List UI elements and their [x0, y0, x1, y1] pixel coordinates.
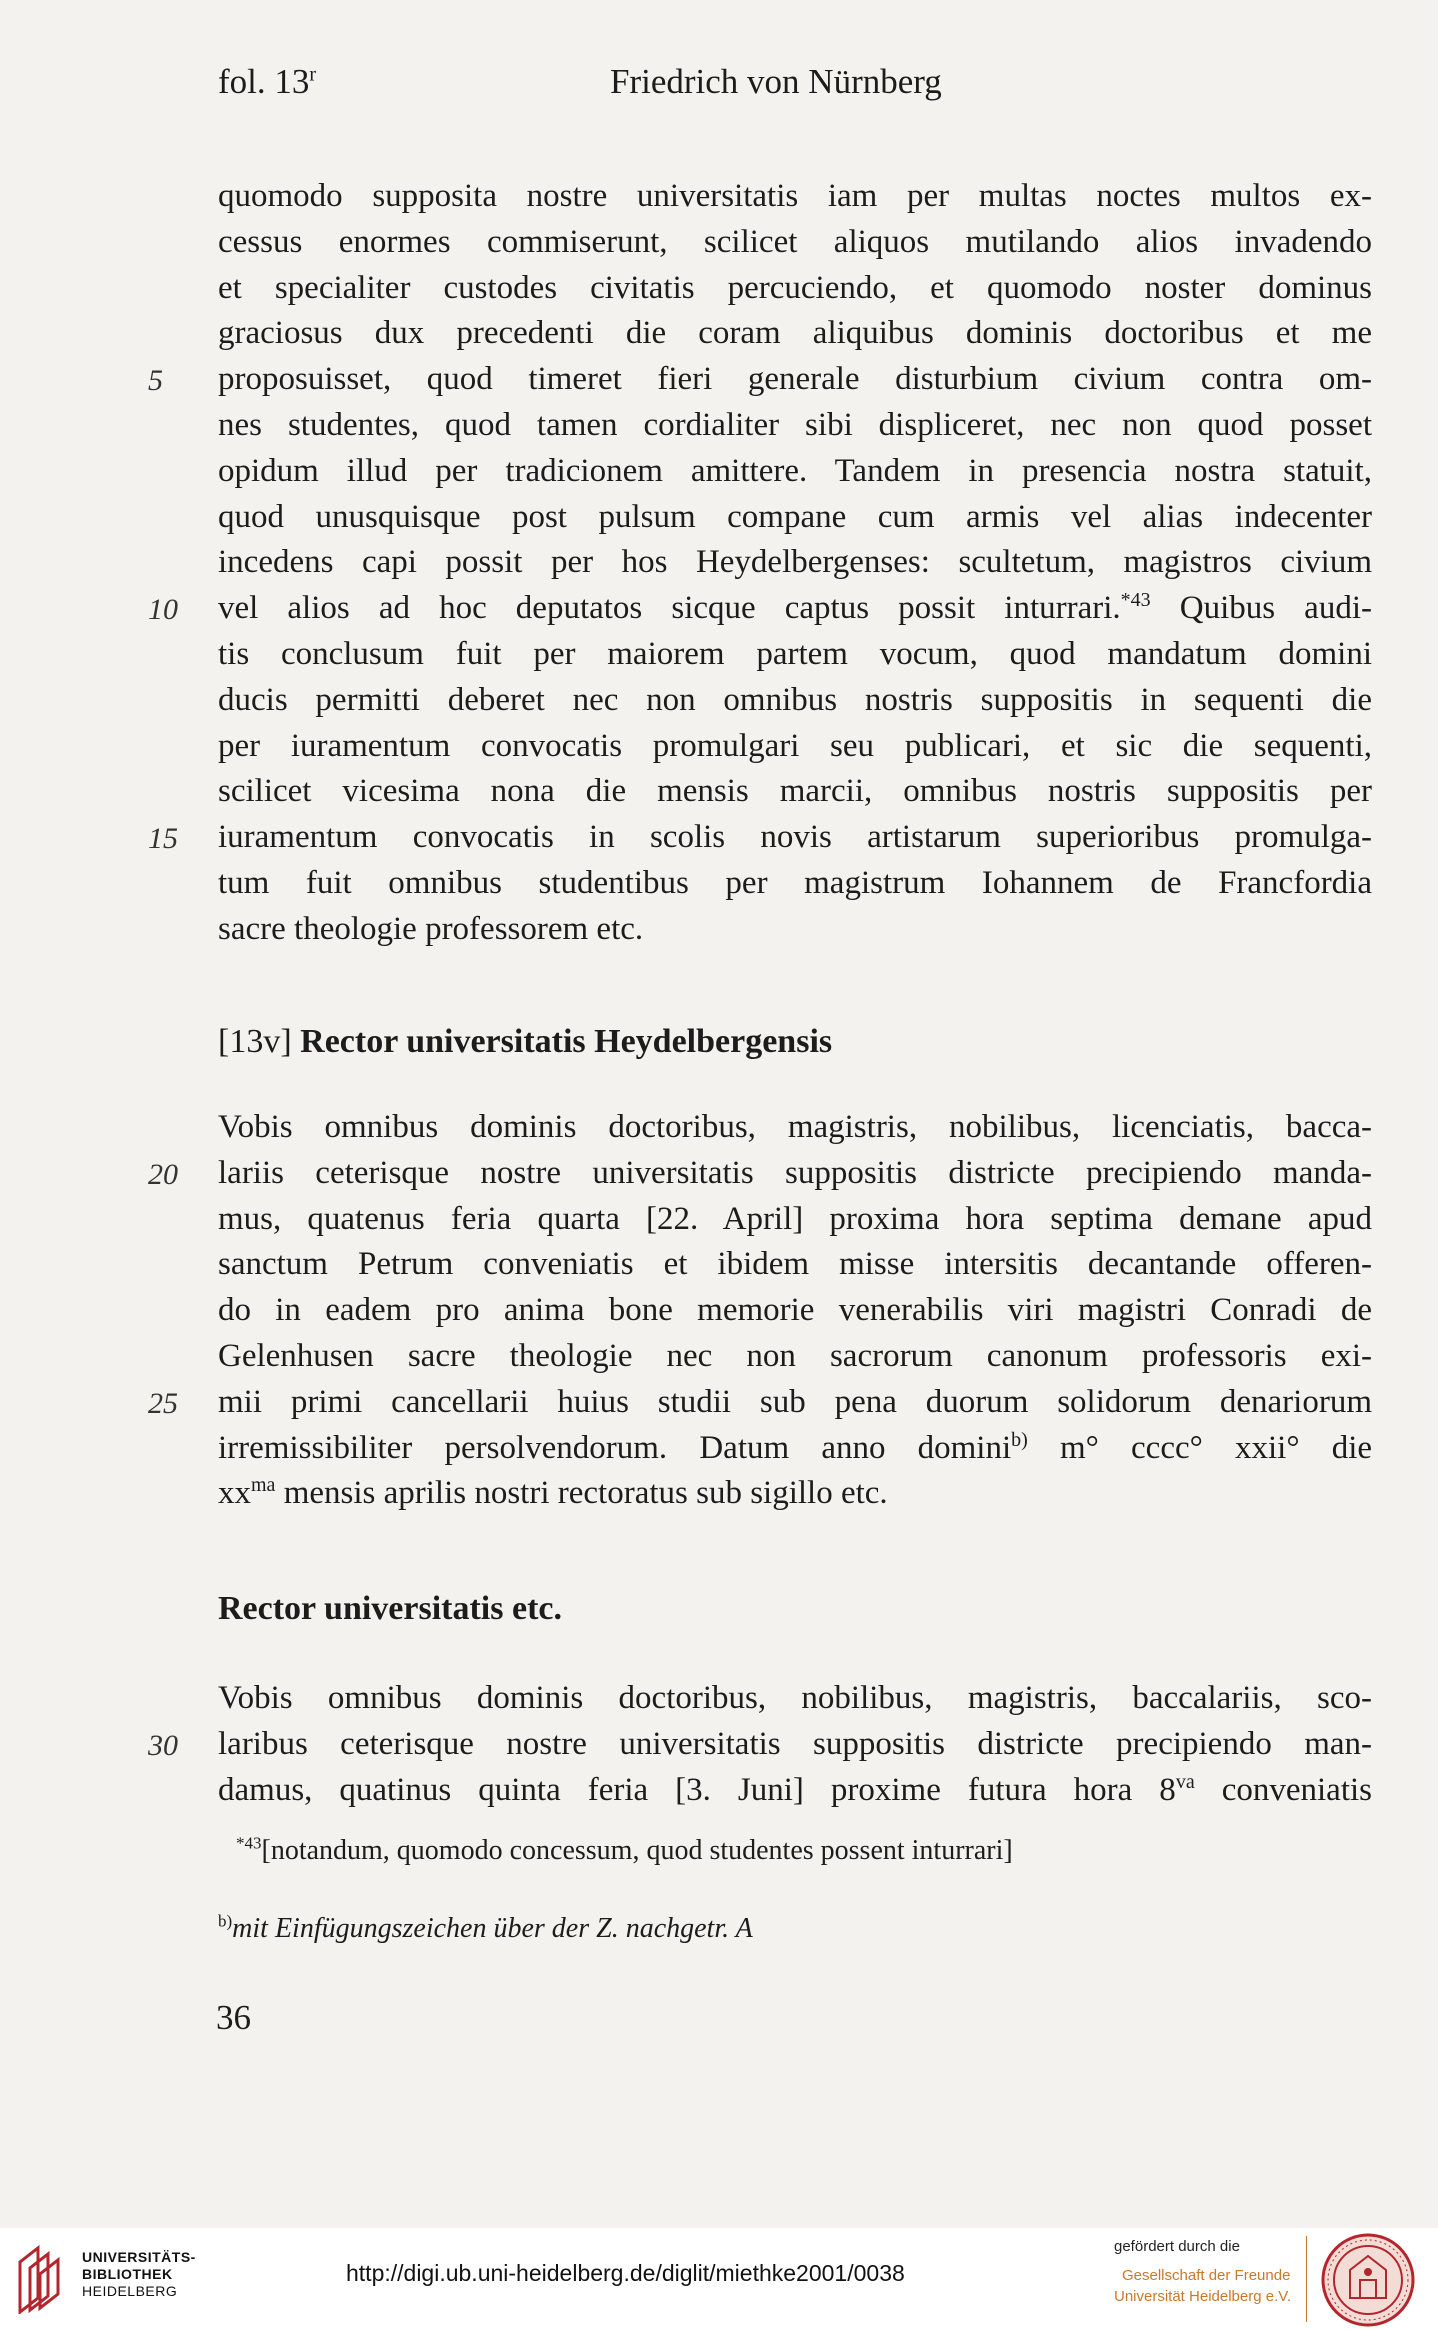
line-number: 10: [148, 593, 178, 627]
line-number: 15: [148, 822, 178, 856]
text-line: Vobis omnibus dominis doctoribus, nobilibus, magistris, baccalariis, sco-: [218, 1680, 1372, 1716]
university-seal-icon: [1320, 2232, 1416, 2328]
text-line: proposuisset, quod timeret fieri generale disturbium civium contra om-: [218, 361, 1372, 398]
text-line: et specialiter custodes civitatis percuciendo, et quomodo noster dominus: [218, 269, 1372, 306]
text-line: ducis permitti deberet nec non omnibus nostris suppositis in sequenti die: [218, 681, 1372, 718]
text-line: scilicet vicesima nona die mensis marcii, omnibus nostris suppositis per: [218, 773, 1372, 810]
text-line: opidum illud per tradicionem amittere. Tandem in presencia nostra statuit,: [218, 452, 1372, 489]
text-line: nes studentes, quod tamen cordialiter sibi displiceret, nec non quod posset: [218, 407, 1372, 443]
text-line: do in eadem pro anima bone memorie venerabilis viri magistri Conradi de: [218, 1292, 1372, 1329]
text-line: Gelenhusen sacre theologie nec non sacrorum canonum professoris exi-: [218, 1338, 1372, 1374]
ub-heidelberg-logo-icon: [16, 2244, 62, 2314]
text-line: vel alios ad hoc deputatos sicque captus possit inturrari.$^{*43}$ Quibus audi-: [218, 589, 1372, 627]
text-line: mii primi cancellarii huius studii sub pena duorum solidorum denariorum: [218, 1383, 1372, 1420]
text-line: per iuramentum convocatis promulgari seu publicari, et sic die sequenti,: [218, 727, 1372, 764]
sponsor-label: gefördert durch die: [1114, 2238, 1240, 2255]
line-number: 30: [148, 1728, 178, 1762]
text-line: laribus ceterisque nostre universitatis suppositis districte precipiendo man-: [218, 1725, 1372, 1762]
footnote-43: $^{*43}$[notandum, quomodo concessum, quod studentes possent inturrari]: [236, 1833, 1013, 1866]
line-number: 25: [148, 1386, 178, 1420]
line-number: 5: [148, 364, 163, 398]
text-line: irremissibiliter persolvendorum. Datum anno domini$^{b)}$ m° cccc° xxii° die: [218, 1428, 1373, 1466]
text-line: damus, quatinus quinta feria [3. Juni] proxime futura hora $8^{va}$ conveniatis: [218, 1770, 1372, 1808]
library-name-line3: HEIDELBERG: [82, 2283, 178, 2299]
sponsor-name-line2: Universität Heidelberg e.V.: [1114, 2288, 1292, 2305]
text-line: Vobis omnibus dominis doctoribus, magistris, nobilibus, licenciatis, bacca-: [218, 1109, 1372, 1145]
text-line: tis conclusum fuit per maiorem partem vocum, quod mandatum domini: [218, 636, 1372, 672]
text-line: lariis ceterisque nostre universitatis suppositis districte precipiendo manda-: [218, 1154, 1372, 1191]
library-name-line1: UNIVERSITÄTS-: [82, 2249, 196, 2265]
text-line: quod unusquisque post pulsum compane cum armis vel alias indecenter: [218, 498, 1372, 535]
text-line: quomodo supposita nostre universitatis iam per multas noctes multos ex-: [218, 178, 1372, 214]
page-number: 36: [216, 1998, 251, 2037]
footnote-b: $^{b)}$mit Einfügungszeichen über der Z. nachgetr. A: [218, 1911, 753, 1944]
running-title: Friedrich von Nürnberg: [610, 62, 942, 101]
section-heading-rector: Rector universitatis etc.: [218, 1590, 562, 1627]
line-number: 20: [148, 1157, 178, 1191]
text-line: iuramentum convocatis in scolis novis artistarum superioribus promulga-: [218, 819, 1372, 856]
text-line: cessus enormes commiserunt, scilicet aliquos mutilando alios invadendo: [218, 223, 1372, 260]
library-name-line2: BIBLIOTHEK: [82, 2266, 173, 2282]
text-line: sanctum Petrum conveniatis et ibidem misse intersitis decantande offeren-: [218, 1246, 1372, 1283]
sponsor-divider: [1306, 2236, 1307, 2322]
text-line: tum fuit omnibus studentibus per magistrum Iohannem de Francfordia: [218, 865, 1372, 901]
text-line: mus, quatenus feria quarta [22. April] proxima hora septima demane apud: [218, 1200, 1372, 1237]
section-heading-13v: [13v] Rector universitatis Heydelbergensis: [218, 1023, 833, 1060]
text-line: $xx^{ma}$ mensis aprilis nostri rectoratus sub sigillo etc.: [218, 1474, 888, 1512]
sponsor-name-line1: Gesellschaft der Freunde: [1122, 2267, 1291, 2284]
folio-label: fol. 13$^r$: [218, 62, 317, 101]
permalink-url[interactable]: http://digi.ub.uni-heidelberg.de/diglit/miethke2001/0038: [346, 2260, 905, 2286]
text-line: graciosus dux precedenti die coram aliquibus dominis doctoribus et me: [218, 315, 1372, 352]
text-line: incedens capi possit per hos Heydelbergenses: scultetum, magistros civium: [218, 544, 1372, 581]
text-line: sacre theologie professorem etc.: [218, 910, 644, 947]
